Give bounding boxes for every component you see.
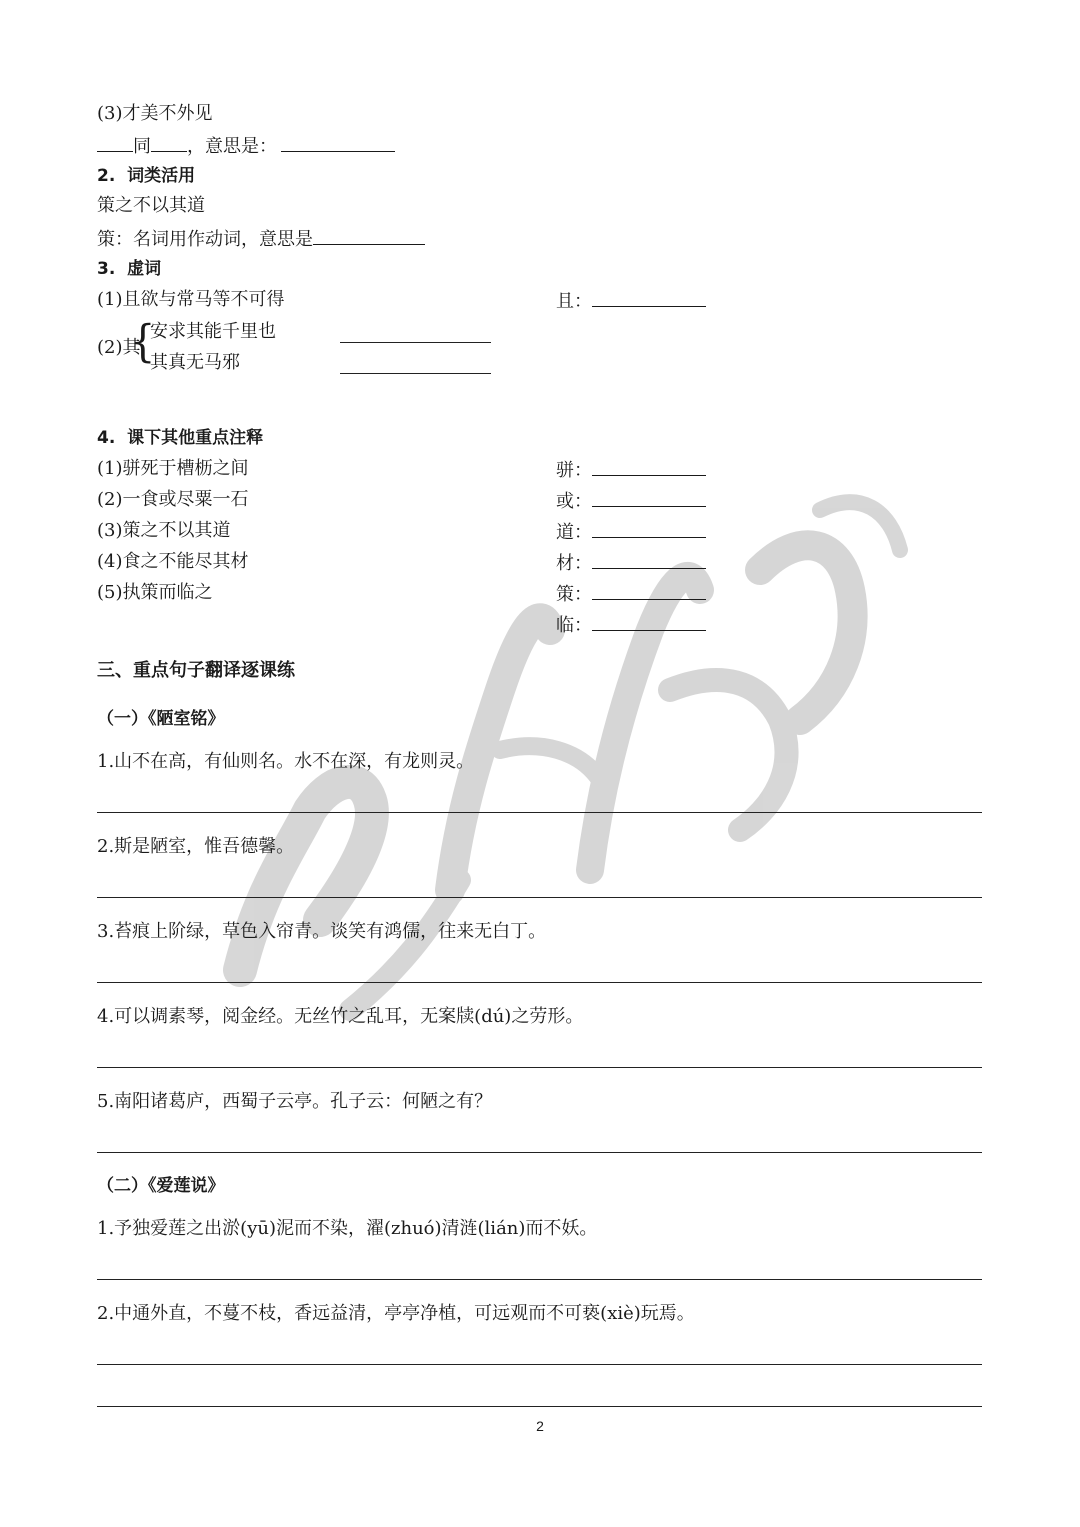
section-3-title: 三、重点句子翻译逐课练: [97, 660, 295, 681]
word-class-heading: 2. 词类活用: [97, 166, 196, 186]
notes-item: (3)策之不以其道: [97, 520, 231, 541]
answer-blank[interactable]: [592, 581, 706, 600]
answer-line[interactable]: [97, 1364, 982, 1365]
notes-item: (2)一食或尽粟一石: [97, 489, 249, 510]
translation-item: 1.山不在高，有仙则名。水不在深，有龙则灵。: [97, 751, 475, 772]
function-word-item-2-prefix: (2)其: [97, 337, 141, 358]
notes-item: (5)执策而临之: [97, 582, 213, 603]
answer-line[interactable]: [340, 342, 491, 343]
answer-blank[interactable]: [592, 288, 706, 307]
answer-line[interactable]: [340, 373, 491, 374]
answer-line[interactable]: [97, 1067, 982, 1068]
notes-answer: 临：: [556, 612, 706, 638]
same-as-label: 同: [133, 136, 151, 157]
notes-item: (1)骈死于槽枥之间: [97, 458, 249, 479]
answer-blank[interactable]: [592, 612, 706, 631]
answer-line[interactable]: [97, 1152, 982, 1153]
meaning-label: ，意思是：: [187, 136, 277, 157]
notes-heading: 4. 课下其他重点注释: [97, 428, 264, 448]
answer-blank[interactable]: [97, 133, 133, 152]
translation-item: 4.可以调素琴，阅金经。无丝竹之乱耳，无案牍(dú)之劳形。: [97, 1006, 584, 1027]
translation-item: 3.苔痕上阶绿，草色入帘青。谈笑有鸿儒，往来无白丁。: [97, 921, 547, 942]
notes-item: (4)食之不能尽其材: [97, 551, 249, 572]
answer-blank[interactable]: [151, 133, 187, 152]
translation-item: 5.南阳诸葛庐，西蜀子云亭。孔子云：何陋之有？: [97, 1091, 493, 1112]
word-class-note: 策：名词用作动词，意思是: [97, 226, 425, 252]
answer-blank[interactable]: [592, 488, 706, 507]
tongjia-item-3-answer: [97, 133, 395, 159]
word-class-sentence: 策之不以其道: [97, 195, 205, 216]
answer-line[interactable]: [97, 812, 982, 813]
notes-answer: 骈：: [556, 457, 706, 483]
function-word-item-2b: 其真无马邪: [150, 352, 240, 373]
function-word-item-2a: 安求其能千里也: [150, 321, 276, 342]
answer-line[interactable]: [97, 1279, 982, 1280]
translation-item: 1.予独爱莲之出淤(yū)泥而不染，濯(zhuó)清涟(lián)而不妖。: [97, 1218, 598, 1239]
answer-line[interactable]: [97, 982, 982, 983]
brace-icon: {: [130, 316, 156, 368]
function-words-heading: 3. 虚词: [97, 259, 162, 279]
answer-blank[interactable]: [592, 457, 706, 476]
function-word-item-1-answer: 且：: [556, 288, 706, 314]
answer-line[interactable]: [97, 897, 982, 898]
function-word-item-1: (1)且欲与常马等不可得: [97, 289, 285, 310]
notes-answer: 策：: [556, 581, 706, 607]
answer-blank[interactable]: [592, 519, 706, 538]
part-1-title: （一）《陋室铭》: [97, 709, 225, 729]
translation-item: 2.斯是陋室，惟吾德馨。: [97, 836, 295, 857]
tongjia-item-3: (3)才美不外见: [97, 103, 213, 124]
answer-blank[interactable]: [592, 550, 706, 569]
notes-answer: 或：: [556, 488, 706, 514]
notes-answer: 道：: [556, 519, 706, 545]
answer-blank[interactable]: [281, 133, 395, 152]
notes-answer: 材：: [556, 550, 706, 576]
page-number: 2: [536, 1418, 544, 1434]
answer-blank[interactable]: [313, 226, 425, 245]
part-2-title: （二）《爱莲说》: [97, 1176, 225, 1196]
footer-divider: [97, 1406, 982, 1407]
translation-item: 2.中通外直，不蔓不枝，香远益清，亭亭净植，可远观而不可亵(xiè)玩焉。: [97, 1303, 695, 1324]
